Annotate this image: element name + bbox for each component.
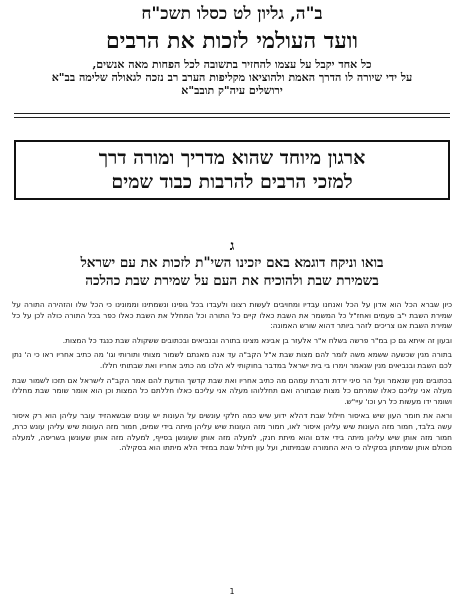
divider-rule <box>14 117 450 118</box>
mission-line: על ידי שיורה לו הדרך האמת ולהוציאו מקליפות הערב רב נזכה לגאולה שלימה בב"א <box>51 71 413 84</box>
body-paragraph: ובעון זה איתא גם כן במ"ר פרשה בשלח א"ר אלעזר בן אבינא מצינו בתורה ובנביאים ובכתובים ששקולה שבת כנגד כל המצות. <box>62 335 452 345</box>
boxed-title <box>14 140 450 200</box>
section-heading-line: בואו וניקח דוגמא באם יזכינו השי"ת לזכות את עם ישראל <box>80 255 384 271</box>
page-number: 1 <box>229 587 235 596</box>
body-paragraph: וראה את חומר העון שיש באיסור חילול שבת דהלא ידוע שיש כמה חלקי עונשים על העונות יש עונים שבשאהזיד עובר עליהן הוא רק איסור עשה בלבד, חמור מזה העונות שיש עליהן איסור לאו, חמור מזה העונות שיש עליהן מיתה בידי שמים, חמור מזה העונות שיש עליהן עונש כרת, חמור מזה אותן שיש עליהן מיתה בידי אדם והוא מיתת חנק, למעלה מזה אותן שעונשן בסייף, למעלה מזה אותן שעונשן בשריפה, למעלה מכולם אותן שמיתתן בסקילה כי היא החמורה שבמיתות, ועל עון חילול שבת במזיד הלא מיתתו הוא בסקילה. <box>12 411 452 453</box>
section-heading-line: בשמירת שבת ולהוכיח את העם על שמירת שבת כהלכה <box>85 273 379 289</box>
body-paragraph: כיון שברא הכל הוא אדון על הכל ואנחנו עבדיו ומחויבים לעשות רצונו ולעבדו בכל גופינו ונשמתינו וממונינו כי הכל שלו והזהירה התורה על שמירת השבת י"ב פעמים ואחז"ל כל המשמר את השבת כאלו קיים כל התורה וכל המחלל את השבת כאלו כפר בכל התורה כולה לכן על כל שמירת השבת אנו צריכים לזהר ביותר דהוא שורש האמונה: <box>12 300 452 331</box>
divider-rule <box>14 113 450 114</box>
mission-statement <box>10 58 454 97</box>
section-letter: ג <box>229 238 235 254</box>
issue-line: ב"ה, גליון לט כסלו תשכ"ח <box>141 4 323 24</box>
section-heading <box>14 254 450 290</box>
mission-line: ירושלים עיה"ק תובב"א <box>181 84 283 97</box>
organization-title: וועד העולמי לזכות את הרבים <box>105 28 359 54</box>
boxed-title-line: למזכי הרבים להרבות כבוד שמים <box>111 171 353 193</box>
boxed-title-line: ארגון מיוחד שהוא מדריך ומורה דרך <box>98 147 366 169</box>
mission-line: כל אחד יקבל על עצמו להחזיר בתשובה לכל הפחות מאה אנשים, <box>92 58 372 71</box>
body-paragraph: בתורה מנין שכשעה ששמא משה לומר להם מצות שבת א"ל הקב"ה עד אנה מאנתם לשמור מצותי ותורותי וגו' מה כתיב אחריו ראו כי ה' נתן לכם השבת ובנביאים מנין שנאמר וימרו בי בית ישראל במדבר בחוקותי לא הלכו מה כתיב אחריו ואת שבתותי חללו. <box>12 350 452 370</box>
body-paragraph: בכתובים מנין שנאמר ועל הר סיני ירדת ודברת עמהם מה כתיב אחריו ואת שבת קדשך הודעת להם אמר הקב"ה לישראל אם תזכו לשמור שבת מעלה אני עליכם כאלו שמרתם כל מצות שבתורה ואם תחללוהו מעלה אני עליכם כאלו חללתם כל המצות וכן הוא אומר שומר שבת מחללו ושומר ידו מעשות כל רע וכו' עיי"ש. <box>12 375 452 406</box>
body-text <box>12 300 452 458</box>
